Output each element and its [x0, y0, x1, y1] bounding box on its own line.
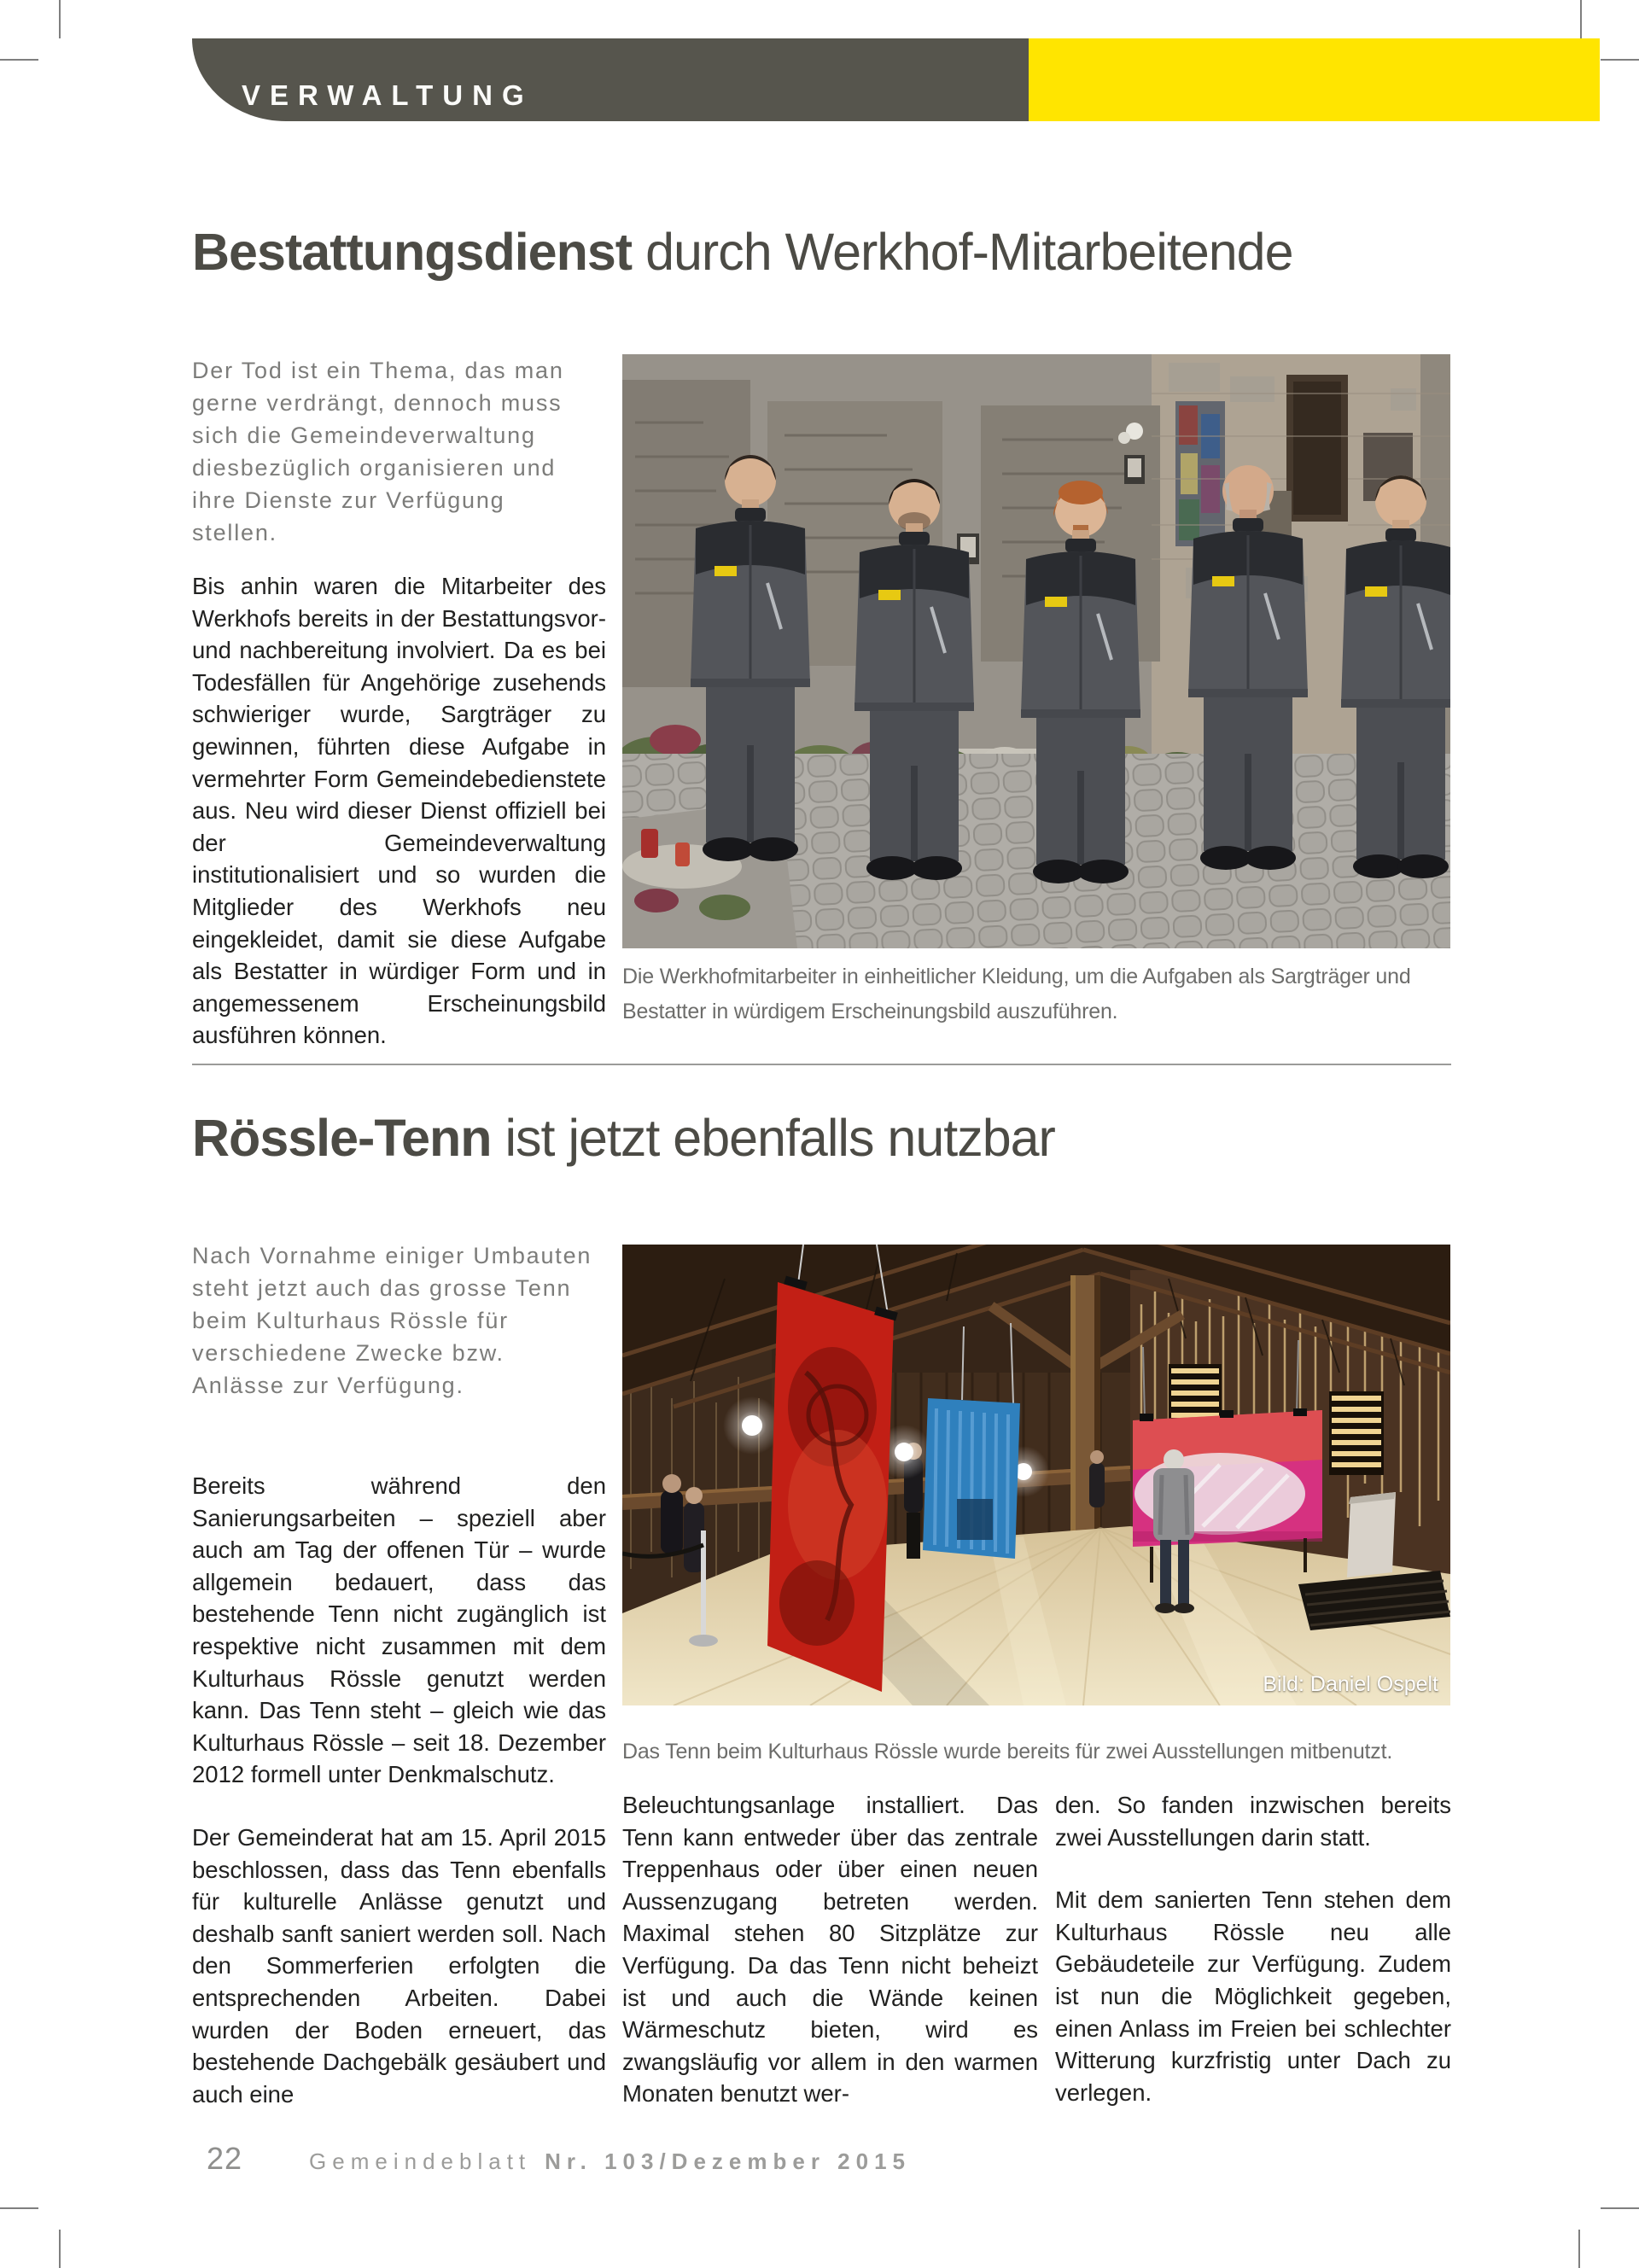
- article2-column-1: [192, 1470, 606, 2141]
- section-header-bar: [192, 38, 1029, 121]
- article2-col1-paragraph2: Der Gemeinderat hat am 15. April 2015 beschlossen, dass das Tenn ebenfalls für kulturelle Anlässe genutzt und deshalb sanft saniert werden soll. Nach den Sommerferien erfolgten die entsprechenden Arbeiten. Dabei wurden der Boden erneuert, das bestehende Dachgebälk gesäubert und auch eine: [192, 1823, 606, 2108]
- photo-credit: Bild: Daniel Ospelt: [1263, 1672, 1438, 1696]
- crop-mark: [1580, 0, 1582, 38]
- crop-mark: [0, 2207, 38, 2209]
- article2-col3-paragraph1: den. So fanden inzwischen bereits zwei Ausstellungen darin statt.: [1055, 1792, 1451, 1851]
- article2-col3-paragraph2: Mit dem sanierten Tenn stehen dem Kulturhaus Rössle neu alle Gebäudeteile zur Verfügung. Zudem ist nun die Möglichkeit gegeben, einen Anlass im Freien bei schlechter Witterung kurzfristig unter Dach zu verlegen.: [1055, 1886, 1451, 2106]
- article1-lead: Der Tod ist ein Thema, das man gerne verdrängt, dennoch muss sich die Gemeindeverwaltung diesbezüglich organisieren und ihre Dienste zur Verfügung stellen.: [192, 358, 564, 545]
- footer-publication: Gemeindeblatt: [309, 2148, 532, 2174]
- article2-column-2: [622, 1789, 1038, 2141]
- section-label: VERWALTUNG: [242, 79, 534, 111]
- tenn-exhibition-photo-art: [622, 1245, 1450, 1705]
- cemetery-group-photo: [622, 354, 1450, 948]
- accent-yellow-block: [1029, 38, 1600, 121]
- article1-body-column: [192, 570, 606, 1082]
- crop-mark: [1578, 2230, 1580, 2268]
- article2-caption: Das Tenn beim Kulturhaus Rössle wurde bereits für zwei Ausstellungen mitbenutzt.: [622, 1740, 1393, 1764]
- page-number: 22: [207, 2141, 243, 2176]
- article1-paragraph: Bis anhin waren die Mitarbeiter des Werkhofs bereits in der Bestattungsvor- und nachbereitung involviert. Da es bei Todesfällen für Angehörige zusehends schwieriger wurde, Sargträger zu gewinnen, führten diese Aufgabe in vermehrter Form Gemeindebedienstete aus. Neu wird dieser Dienst offiziell bei der Gemeindeverwaltung institutionalisiert und so wurden die Mitglieder des Werkhofs neu eingekleidet, damit sie diese Aufgabe als Bestatter in würdiger Form und in angemessenem Erscheinungsbild ausführen können.: [192, 573, 606, 1049]
- article1-title-bold: Bestattungsdienst: [192, 223, 633, 281]
- article2-title: [192, 1110, 1055, 1167]
- article2-lead: Nach Vornahme einiger Umbauten steht jetzt auch das grosse Tenn beim Kulturhaus Rössle für verschiedene Zwecke bzw. Anlässe zur Verfügung.: [192, 1243, 592, 1398]
- article1-caption: Die Werkhofmitarbeiter in einheitlicher Kleidung, um die Aufgaben als Sargträger und Bestatter in würdigem Erscheinungsbild auszuführen.: [622, 965, 1411, 1023]
- crop-mark: [1601, 59, 1639, 61]
- article2-col2-paragraph: Beleuchtungsanlage installiert. Das Tenn kann entweder über das zentrale Treppenhaus oder über einen neuen Aussenzugang betreten werden. Maximal stehen 80 Sitzplätze zur Verfügung. Da das Tenn nicht beheizt ist und auch die Wände keinen Wärmeschutz bieten, wird es zwangsläufig vor allem in den warmen Monaten benutzt wer-: [622, 1792, 1038, 2108]
- crop-mark: [59, 0, 61, 38]
- article2-title-bold: Rössle-Tenn: [192, 1109, 492, 1167]
- footer-issue: Nr. 103/Dezember 2015: [545, 2148, 912, 2174]
- article1-title-rest: durch Werkhof-Mitarbeitende: [632, 223, 1293, 281]
- page-footer: [207, 2141, 911, 2177]
- crop-mark: [1601, 2207, 1639, 2209]
- crop-mark: [59, 2230, 61, 2268]
- article2-column-3: [1055, 1789, 1451, 2139]
- article2-title-rest: ist jetzt ebenfalls nutzbar: [491, 1109, 1055, 1167]
- article2-col1-paragraph1: Bereits während den Sanierungsarbeiten – speziell aber auch am Tag der offenen Tür – wurde allgemein bedauert, dass das bestehende Tenn nicht zugänglich ist respektive nicht zusammen mit dem Kulturhaus Rössle genutzt werden kann. Das Tenn steht – gleich wie das Kulturhaus Rössle – seit 18. Dezember 2012 formell unter Denkmalschutz.: [192, 1472, 606, 1788]
- crop-mark: [0, 59, 38, 61]
- cemetery-group-photo-art: [622, 354, 1450, 948]
- tenn-exhibition-photo: [622, 1245, 1450, 1705]
- article1-title: [192, 224, 1293, 281]
- article-divider: [192, 1064, 1451, 1065]
